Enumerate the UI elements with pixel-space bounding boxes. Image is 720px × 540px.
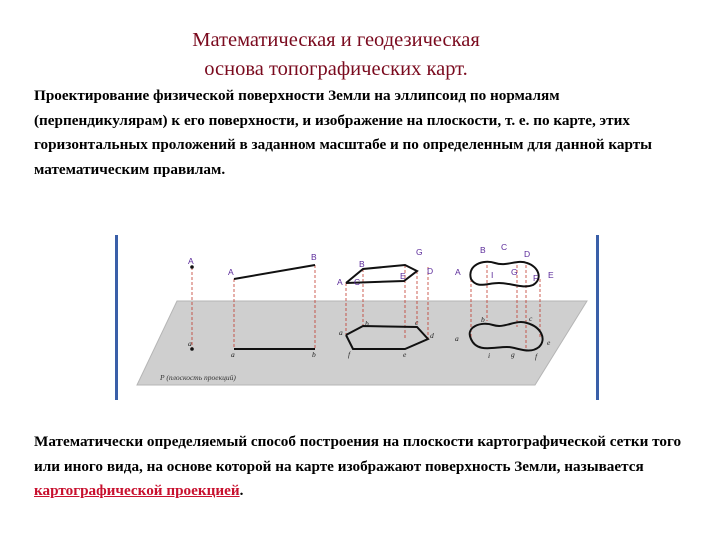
label-f2: f — [348, 350, 351, 359]
label-B3: B — [480, 245, 486, 255]
projection-diagram — [115, 235, 605, 400]
label-c2: c — [415, 318, 419, 327]
label-f3: f — [535, 352, 538, 361]
title-line-1: Математическая и геодезическая — [192, 29, 480, 51]
label-g3: g — [511, 350, 515, 359]
label-d2: d — [430, 331, 434, 340]
label-B2: B — [359, 259, 365, 269]
label-a: a — [231, 350, 235, 359]
projection-definition-end: . — [239, 482, 244, 499]
projection-definition-paragraph — [34, 430, 690, 504]
label-A: A — [228, 267, 234, 277]
label-c3: c — [529, 314, 533, 323]
label-E3: E — [548, 270, 554, 280]
label-B: B — [311, 252, 317, 262]
label-A2: A — [337, 277, 343, 287]
frame-right-bar — [596, 235, 599, 400]
label-C2: C — [354, 277, 361, 287]
label-F3: F — [533, 273, 539, 283]
label-i3: i — [488, 351, 491, 360]
plane-caption: P (плоскость проекций) — [160, 373, 236, 382]
point-a-label: a — [188, 339, 192, 348]
label-I3: I — [491, 270, 494, 280]
projection-diagram-svg — [115, 235, 605, 400]
label-C3: C — [501, 242, 508, 252]
label-b2: b — [365, 319, 369, 328]
label-D3: D — [524, 249, 531, 259]
label-b3: b — [481, 315, 485, 324]
label-G2: G — [416, 247, 423, 257]
label-E2: E — [400, 271, 406, 281]
definition-paragraph: Проектирование физической поверхности Земли на эллипсоид по нормалям (перпендикулярам) к его поверхности, и изображение на плоскости, т. е. по карте, этих горизонтальных проложений в заданном масштабе и по определенным для данной карты математическим правилам. — [34, 87, 653, 178]
label-b: b — [312, 350, 316, 359]
point-A-label: A — [188, 256, 194, 266]
label-a3: a — [455, 334, 459, 343]
label-e2: e — [403, 350, 407, 359]
contour-figure — [470, 262, 538, 287]
term-cartographic-projection: картографической проекцией — [34, 482, 240, 499]
label-A3: A — [455, 267, 461, 277]
label-D2: D — [427, 266, 434, 276]
slide-title — [0, 26, 672, 84]
label-e3: e — [547, 338, 551, 347]
projection-definition-text: Математически определяемый способ построения на плоскости картографической сетки того или иного вида, на основе которой на карте изображают поверхность Земли, называется — [34, 433, 682, 475]
title-line-2: основа топографических карт. — [204, 58, 468, 80]
label-a2: a — [339, 328, 343, 337]
segment-AB — [234, 265, 315, 279]
label-G3: G — [511, 267, 518, 277]
frame-left-bar — [115, 235, 118, 400]
